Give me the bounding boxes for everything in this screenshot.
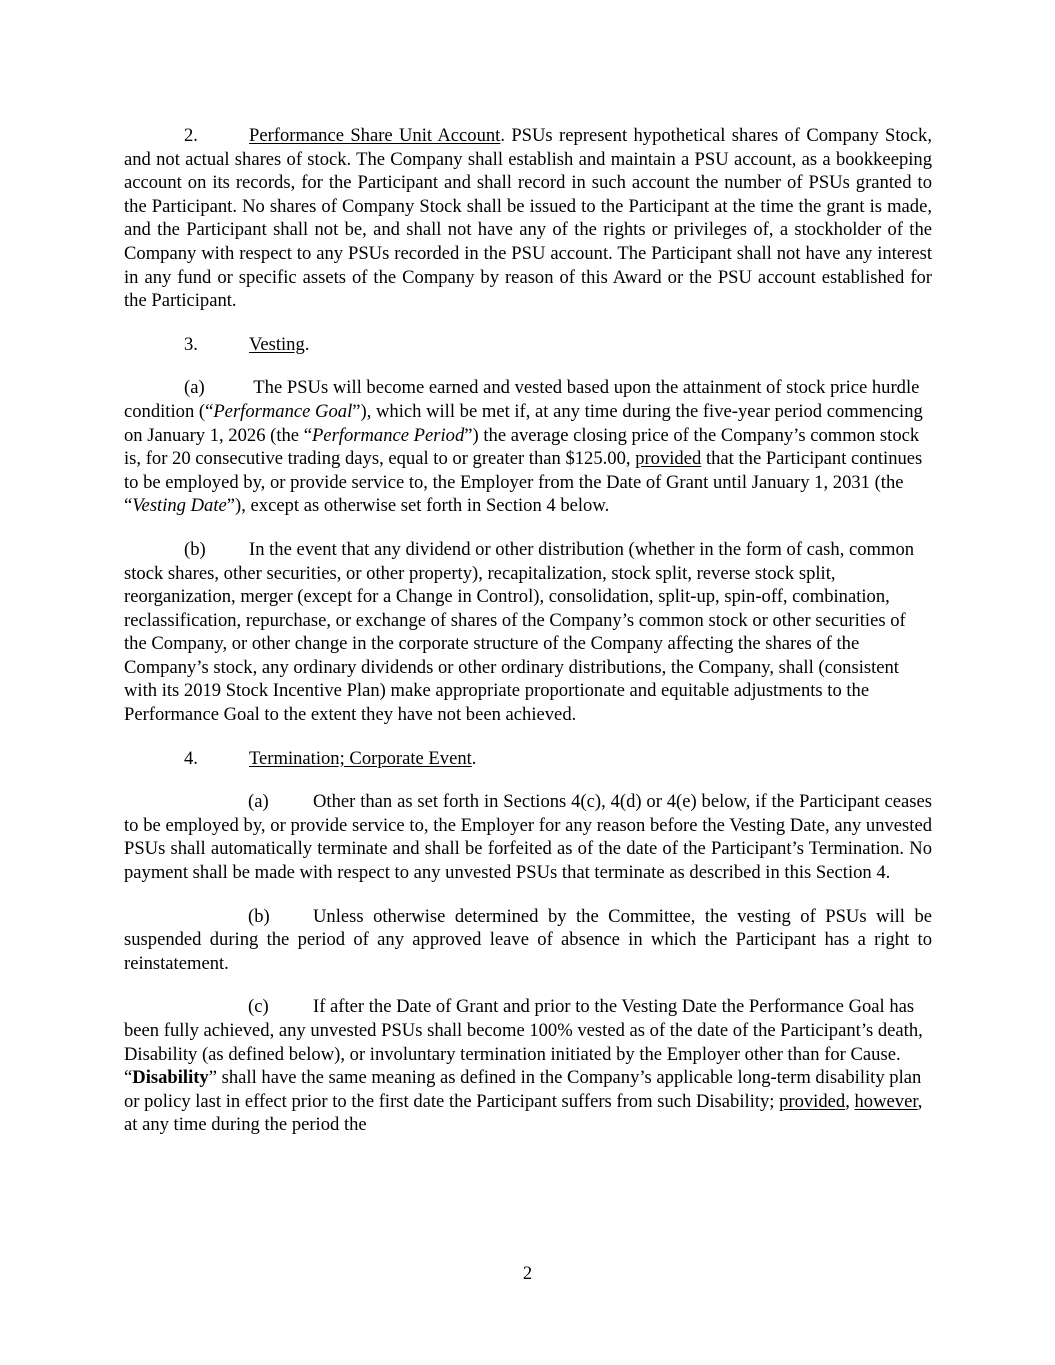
section-3b-paragraph: (b) In the event that any dividend or other distribution (whether in the form of cash, common stock shares, other securities, or other property), recapitalization, stock split, reverse stock split, reorganization, merger (except for a Change in Control), consolidation, split-up, spin-off, combination, reclassification, repurchase, or exchange of shares of the Company’s common stock or other securities of the Company, or other change in the corporate structure of the Company affecting the shares of the Company’s stock, any ordinary dividends or other ordinary distributions, the Company, shall (consistent with its 2019 Stock Incentive Plan) make appropriate proportionate and equitable adjustments to the Performance Goal to the extent they have not been achieved.	[124, 538, 915, 726]
section-4-heading: 4. Termination; Corporate Event.	[184, 747, 477, 769]
section-3a-label: (a)	[184, 377, 205, 399]
page-number: 2	[522, 1263, 533, 1284]
section-3b-label: (b)	[184, 538, 206, 560]
section-4-title: Termination; Corporate Event	[249, 747, 472, 769]
section-4a-paragraph: (a) Other than as set forth in Sections 4(c), 4(d) or 4(e) below, if the Participant ceases to be employed by, or provide service to, the Employer for any reason before the Vesting Date, any unvested PSUs shall automatically terminate and shall be forfeited as of the date of the Participant’s Termination. No payment shall be made with respect to any unvested PSUs that terminate as described in this Section 4.	[124, 791, 932, 884]
defined-term-disability: Disability	[132, 1067, 209, 1089]
section-4b-label: (b)	[248, 905, 270, 927]
section-4c-paragraph: (c) If after the Date of Grant and prior to the Vesting Date the Performance Goal has been fully achieved, any unvested PSUs shall become 100% vested as of the date of the Participant’s death, Disability (as defined below), or involuntary termination initiated by the Employer other than for Cause. “Disability” shall have the same meaning as defined in the Company’s applicable long-term disability plan or policy last in effect prior to the first date the Participant suffers from such Disability; provided, however, at any time during the period the	[124, 996, 923, 1136]
section-2-paragraph	[124, 124, 932, 313]
section-4b-paragraph: (b) Unless otherwise determined by the Committee, the vesting of PSUs will be suspended during the period of any approved leave of absence in which the Participant has a right to reinstatement.	[124, 905, 932, 974]
section-4a-label: (a)	[248, 791, 269, 813]
section-2-text: . PSUs represent hypothetical shares of Company Stock, and not actual shares of stock. The Company shall establish and maintain a PSU account, as a bookkeeping account on its records, for the Participant and shall record in such account the number of PSUs granted to the Participant. No shares of Company Stock shall be issued to the Participant at the time the grant is made, and the Participant shall not be, and shall not have any of the rights or privileges of, a stockholder of the Company with respect to any PSUs recorded in the PSU account. The Participant shall not have any interest in any fund or specific assets of the Company by reason of this Award or the PSU account established for the Participant.	[124, 125, 932, 312]
defined-term-performance-goal: Performance Goal	[213, 400, 353, 422]
section-4c-label: (c)	[248, 996, 269, 1018]
defined-term-vesting-date: Vesting Date	[132, 495, 227, 517]
section-3-title: Vesting	[249, 333, 305, 355]
section-3-heading: 3. Vesting.	[184, 333, 310, 355]
section-2-title: Performance Share Unit Account	[249, 125, 501, 146]
section-3-number: 3.	[184, 333, 198, 355]
section-4-number: 4.	[184, 747, 198, 769]
section-2-number: 2.	[184, 125, 198, 146]
section-3a-paragraph: (a) The PSUs will become earned and vested based upon the attainment of stock price hurdle condition (“Performance Goal”), which will be met if, at any time during the five-year period commencing on January 1, 2026 (the “Performance Period”) the average closing price of the Company’s common stock is, for 20 consecutive trading days, equal to or greater than $125.00, provided that the Participant continues to be employed by, or provide service to, the Employer from the Date of Grant until January 1, 2031 (the “Vesting Date”), except as otherwise set forth in Section 4 below.	[124, 377, 923, 517]
document-page	[124, 124, 932, 1157]
defined-term-performance-period: Performance Period	[311, 424, 465, 446]
